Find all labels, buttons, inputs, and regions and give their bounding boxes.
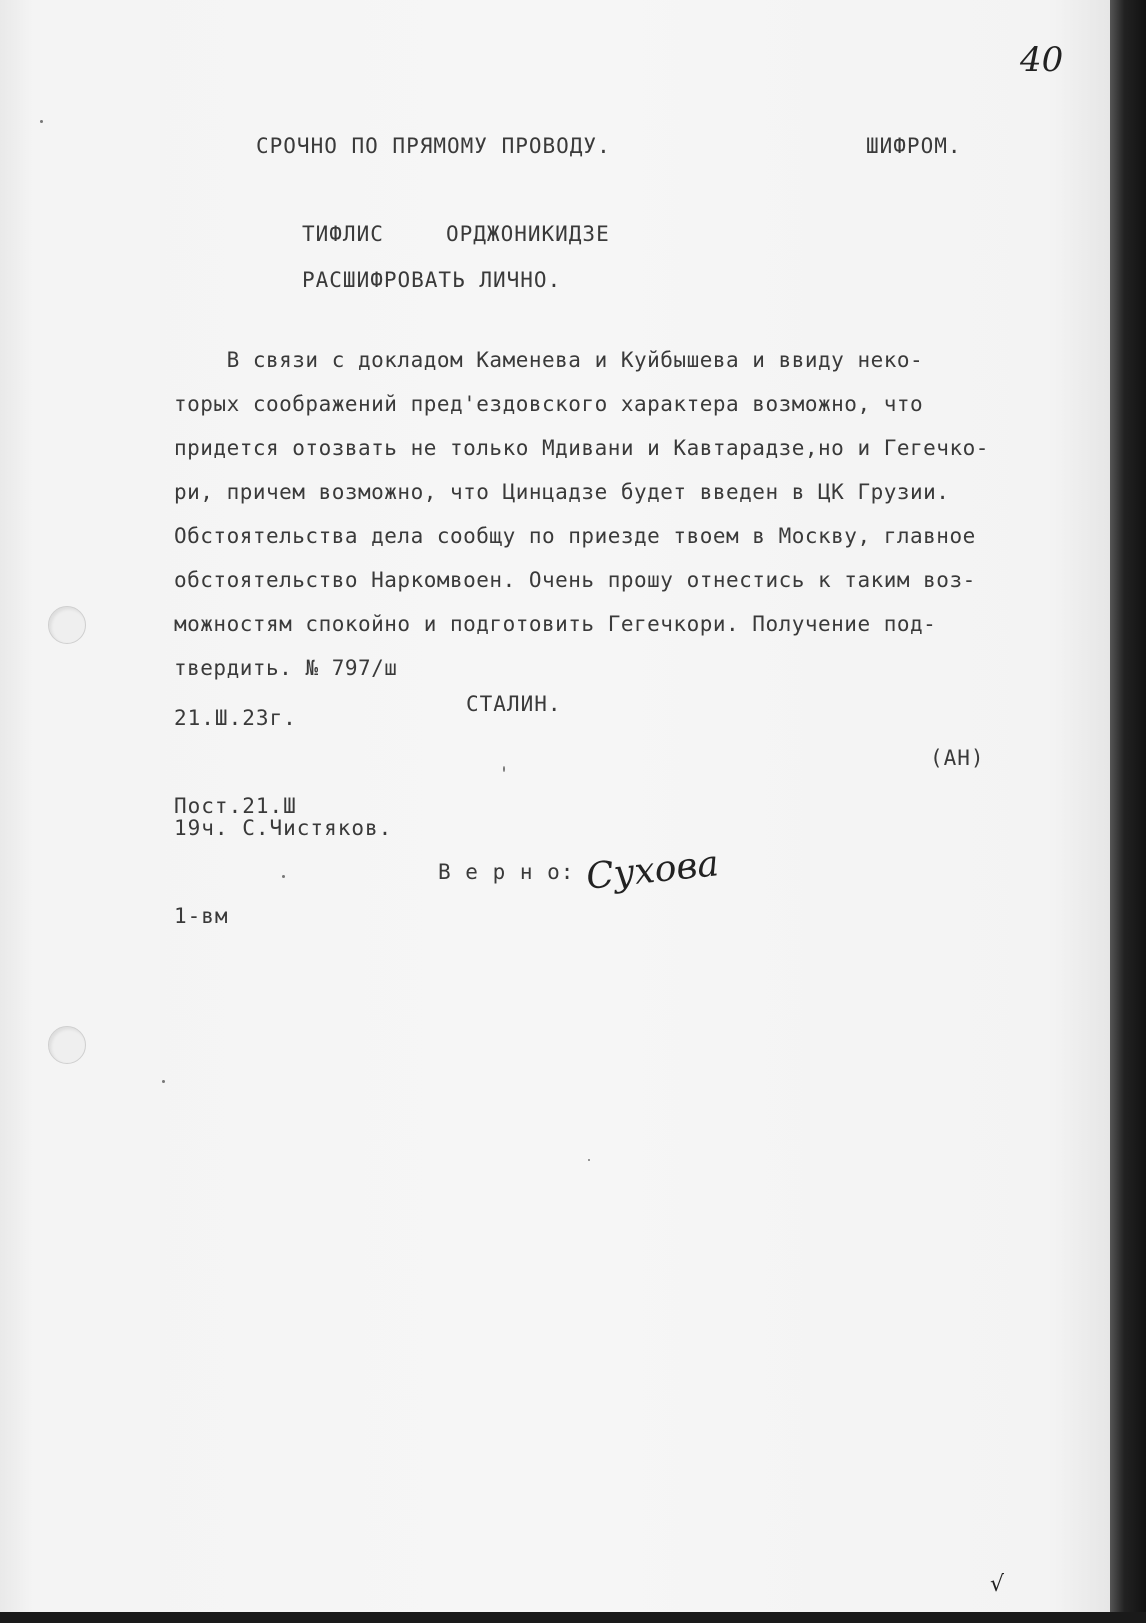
address-instruction: РАСШИФРОВАТЬ ЛИЧНО. <box>302 268 562 292</box>
corner-mark: √ <box>990 1572 1005 1597</box>
received-stamp-line1: Пост.21.Ш <box>174 794 297 818</box>
header-urgent: СРОЧНО ПО ПРЯМОМУ ПРОВОДУ. <box>256 134 611 158</box>
body-line: можностям спокойно и подготовить Гегечкори. Получение под- <box>174 612 937 636</box>
certified-label: В е р н о: <box>438 860 575 884</box>
punch-hole-bottom <box>48 1026 86 1064</box>
scan-edge-bottom <box>0 1612 1146 1623</box>
document-date: 21.Ш.23г. <box>174 706 297 730</box>
address-city: ТИФЛИС <box>302 222 384 246</box>
body-line: обстоятельство Наркомвоен. Очень прошу отнестись к таким воз- <box>174 568 976 592</box>
punch-hole-top <box>48 606 86 644</box>
typist-initials: (АН) <box>930 746 985 770</box>
header-cipher: ШИФРОМ. <box>866 134 962 158</box>
speck <box>588 1159 590 1161</box>
certified-signature: Сухова <box>584 843 721 898</box>
copy-note: 1-вм <box>174 904 229 928</box>
sender-signature: СТАЛИН. <box>466 692 562 716</box>
address-recipient: ОРДЖОНИКИДЗЕ <box>446 222 610 246</box>
speck <box>503 766 505 772</box>
body-line: Обстоятельства дела сообщу по приезде твоем в Москву, главное <box>174 524 976 548</box>
body-line: твердить. № 797/ш <box>174 656 398 680</box>
body-line: придется отозвать не только Мдивани и Кавтарадзе,но и Гегечко- <box>174 436 989 460</box>
speck <box>162 1080 165 1083</box>
body-line: ри, причем возможно, что Цинцадзе будет введен в ЦК Грузии. <box>174 480 950 504</box>
scan-edge-right <box>1110 0 1146 1623</box>
body-line: В связи с докладом Каменева и Куйбышева и ввиду неко- <box>174 348 924 372</box>
page-number: 40 <box>1020 40 1064 80</box>
telegram-body <box>174 338 1074 690</box>
received-stamp-line2: 19ч. С.Чистяков. <box>174 816 393 840</box>
body-line: торых соображений пред'ездовского характера возможно, что <box>174 392 924 416</box>
speck <box>282 875 285 878</box>
speck <box>40 120 43 123</box>
